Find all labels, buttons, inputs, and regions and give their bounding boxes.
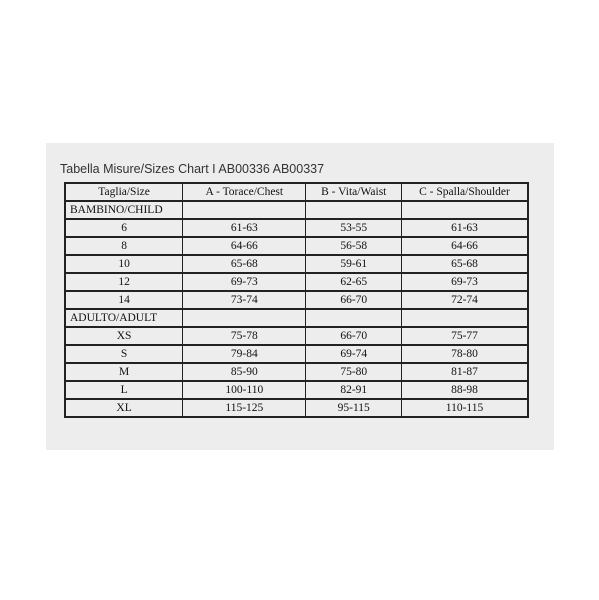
waist-cell: 59-61 xyxy=(306,255,402,273)
header-chest: A - Torace/Chest xyxy=(183,183,306,201)
chest-cell: 79-84 xyxy=(183,345,306,363)
waist-cell: 69-74 xyxy=(306,345,402,363)
waist-cell: 95-115 xyxy=(306,399,402,417)
empty-cell xyxy=(402,201,528,219)
shoulder-cell: 65-68 xyxy=(402,255,528,273)
size-cell: 6 xyxy=(65,219,183,237)
chest-cell: 100-110 xyxy=(183,381,306,399)
empty-cell xyxy=(183,201,306,219)
table-row xyxy=(65,381,528,399)
chest-cell: 69-73 xyxy=(183,273,306,291)
header-shoulder: C - Spalla/Shoulder xyxy=(402,183,528,201)
table-row xyxy=(65,237,528,255)
shoulder-cell: 78-80 xyxy=(402,345,528,363)
chest-cell: 115-125 xyxy=(183,399,306,417)
size-cell: XL xyxy=(65,399,183,417)
table-row xyxy=(65,327,528,345)
size-cell: 12 xyxy=(65,273,183,291)
size-table xyxy=(64,182,529,418)
table-row xyxy=(65,255,528,273)
empty-cell xyxy=(402,309,528,327)
empty-cell xyxy=(306,201,402,219)
chest-cell: 85-90 xyxy=(183,363,306,381)
waist-cell: 56-58 xyxy=(306,237,402,255)
size-cell: S xyxy=(65,345,183,363)
chest-cell: 75-78 xyxy=(183,327,306,345)
waist-cell: 75-80 xyxy=(306,363,402,381)
size-cell: 10 xyxy=(65,255,183,273)
shoulder-cell: 81-87 xyxy=(402,363,528,381)
chest-cell: 73-74 xyxy=(183,291,306,309)
table-row xyxy=(65,273,528,291)
empty-cell xyxy=(306,309,402,327)
waist-cell: 66-70 xyxy=(306,327,402,345)
section-row xyxy=(65,309,528,327)
empty-cell xyxy=(183,309,306,327)
size-chart-card xyxy=(46,143,554,450)
chest-cell: 64-66 xyxy=(183,237,306,255)
size-cell: M xyxy=(65,363,183,381)
size-cell: 8 xyxy=(65,237,183,255)
size-cell: 14 xyxy=(65,291,183,309)
shoulder-cell: 75-77 xyxy=(402,327,528,345)
header-waist: B - Vita/Waist xyxy=(306,183,402,201)
table-row xyxy=(65,291,528,309)
size-cell: XS xyxy=(65,327,183,345)
chart-title: Tabella Misure/Sizes Chart I AB00336 AB00337 xyxy=(60,162,325,176)
chest-cell: 65-68 xyxy=(183,255,306,273)
shoulder-cell: 61-63 xyxy=(402,219,528,237)
section-label: BAMBINO/CHILD xyxy=(65,201,183,219)
shoulder-cell: 110-115 xyxy=(402,399,528,417)
table-row xyxy=(65,399,528,417)
shoulder-cell: 72-74 xyxy=(402,291,528,309)
section-label: ADULTO/ADULT xyxy=(65,309,183,327)
table-row xyxy=(65,363,528,381)
section-row xyxy=(65,201,528,219)
shoulder-cell: 64-66 xyxy=(402,237,528,255)
shoulder-cell: 69-73 xyxy=(402,273,528,291)
waist-cell: 82-91 xyxy=(306,381,402,399)
table-row xyxy=(65,219,528,237)
waist-cell: 53-55 xyxy=(306,219,402,237)
header-size: Taglia/Size xyxy=(65,183,183,201)
size-cell: L xyxy=(65,381,183,399)
shoulder-cell: 88-98 xyxy=(402,381,528,399)
waist-cell: 66-70 xyxy=(306,291,402,309)
table-body xyxy=(65,201,528,417)
header-row xyxy=(65,183,528,201)
table-row xyxy=(65,345,528,363)
waist-cell: 62-65 xyxy=(306,273,402,291)
chest-cell: 61-63 xyxy=(183,219,306,237)
